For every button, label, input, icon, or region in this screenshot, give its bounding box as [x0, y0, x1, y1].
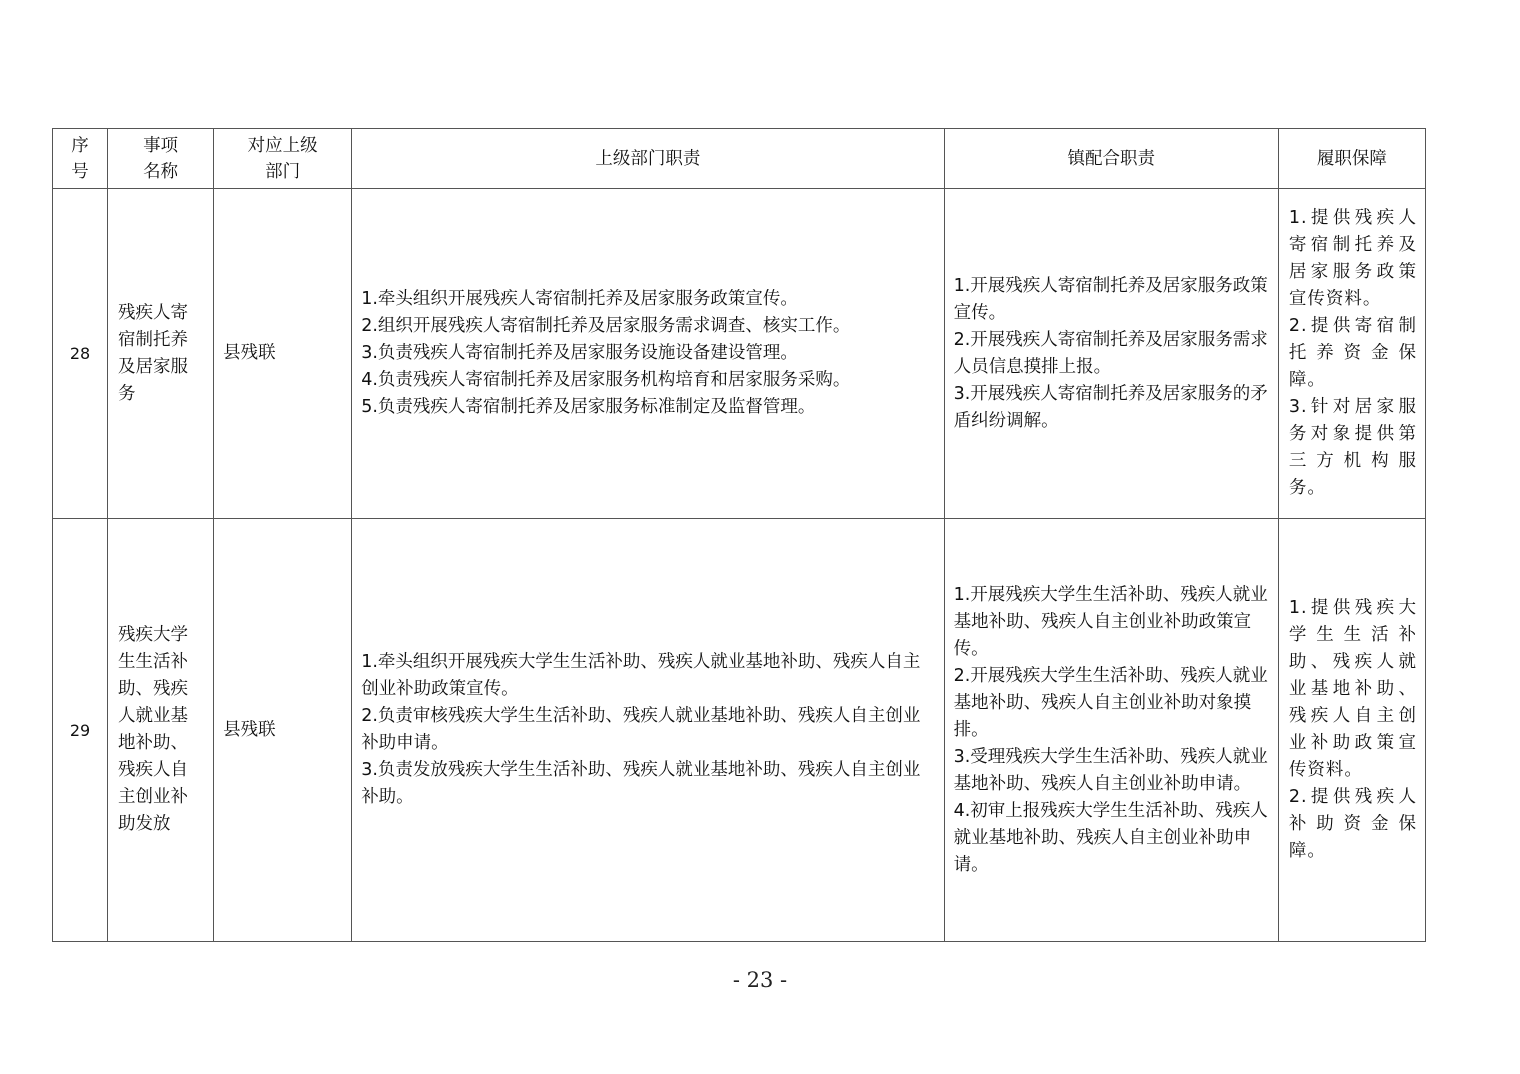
upper-duty-item: 1.牵头组织开展残疾人寄宿制托养及居家服务政策宣传。	[361, 289, 798, 309]
item-name-cell	[108, 189, 214, 519]
guarantee-cell	[1278, 189, 1425, 519]
upper-duty-item: 1.牵头组织开展残疾大学生生活补助、残疾人就业基地补助、残疾人自主创业补助政策宣传。	[361, 652, 921, 699]
town-duty-item: 1.开展残疾人寄宿制托养及居家服务政策宣传。	[953, 275, 1268, 323]
header-no	[53, 129, 108, 189]
upper-duty-item: 3.负责残疾人寄宿制托养及居家服务设施设备建设管理。	[361, 343, 798, 363]
dept-cell	[214, 519, 352, 942]
guarantee-item: 2.提供寄宿制托养资金保障。	[1288, 316, 1417, 390]
page-number: - 23 -	[732, 968, 788, 992]
header-dept-line: 部门	[265, 161, 301, 182]
upper-duty-item: 2.组织开展残疾人寄宿制托养及居家服务需求调查、核实工作。	[361, 316, 851, 336]
town-duty-item: 3.开展残疾人寄宿制托养及居家服务的矛盾纠纷调解。	[953, 383, 1268, 431]
town-duties-cell	[944, 519, 1278, 942]
guarantee-item: 2.提供残疾人补助资金保障。	[1288, 787, 1417, 861]
header-guarantee: 履职保障	[1278, 129, 1425, 189]
guarantee-cell	[1278, 519, 1425, 942]
town-duty-item: 3.受理残疾大学生生活补助、残疾人就业基地补助、残疾人自主创业补助申请。	[953, 746, 1268, 794]
item-name: 残疾大学生生活补助、残疾人就业基地补助、残疾人自主创业补助发放	[118, 625, 189, 834]
responsibility-table	[52, 128, 1426, 942]
upper-duty-item: 4.负责残疾人寄宿制托养及居家服务机构培育和居家服务采购。	[361, 370, 851, 390]
guarantee-item: 3.针对居家服务对象提供第三方机构服务。	[1288, 397, 1417, 498]
upper-duty-item: 3.负责发放残疾大学生生活补助、残疾人就业基地补助、残疾人自主创业补助。	[361, 760, 921, 807]
town-duty-item: 1.开展残疾大学生生活补助、残疾人就业基地补助、残疾人自主创业补助政策宣传。	[953, 584, 1268, 659]
item-name: 残疾人寄宿制托养及居家服务	[118, 302, 189, 404]
item-name-cell	[108, 519, 214, 942]
table-row	[53, 519, 1426, 942]
header-name-line: 事项	[143, 135, 179, 156]
upper-duty-item: 2.负责审核残疾大学生生活补助、残疾人就业基地补助、残疾人自主创业补助申请。	[361, 706, 921, 753]
header-upper-duties: 上级部门职责	[352, 129, 944, 189]
town-duty-item: 2.开展残疾大学生生活补助、残疾人就业基地补助、残疾人自主创业补助对象摸排。	[953, 665, 1268, 740]
upper-duty-item: 5.负责残疾人寄宿制托养及居家服务标准制定及监督管理。	[361, 397, 816, 417]
guarantee-item: 1.提供残疾人寄宿制托养及居家服务政策宣传资料。	[1288, 208, 1417, 309]
guarantee-item: 1.提供残疾大学生生活补助、残疾人就业基地补助、残疾人自主创业补助政策宣传资料。	[1288, 598, 1417, 780]
row-number: 29	[53, 519, 108, 942]
upper-duties-cell	[352, 189, 944, 519]
town-duties-cell	[944, 189, 1278, 519]
upper-duties-cell	[352, 519, 944, 942]
table-header-row	[53, 129, 1426, 189]
dept-cell	[214, 189, 352, 519]
dept-name: 县残联	[223, 719, 276, 740]
header-dept-line: 对应上级	[247, 135, 318, 156]
header-no-line: 号	[71, 161, 89, 182]
dept-name: 县残联	[223, 343, 276, 363]
header-town-duties: 镇配合职责	[944, 129, 1278, 189]
town-duty-item: 2.开展残疾人寄宿制托养及居家服务需求人员信息摸排上报。	[953, 329, 1268, 377]
header-dept	[214, 129, 352, 189]
header-name	[108, 129, 214, 189]
table-row	[53, 189, 1426, 519]
header-name-line: 名称	[143, 161, 179, 182]
town-duty-item: 4.初审上报残疾大学生生活补助、残疾人就业基地补助、残疾人自主创业补助申请。	[953, 800, 1268, 875]
row-number: 28	[53, 189, 108, 519]
header-no-line: 序	[71, 135, 89, 156]
